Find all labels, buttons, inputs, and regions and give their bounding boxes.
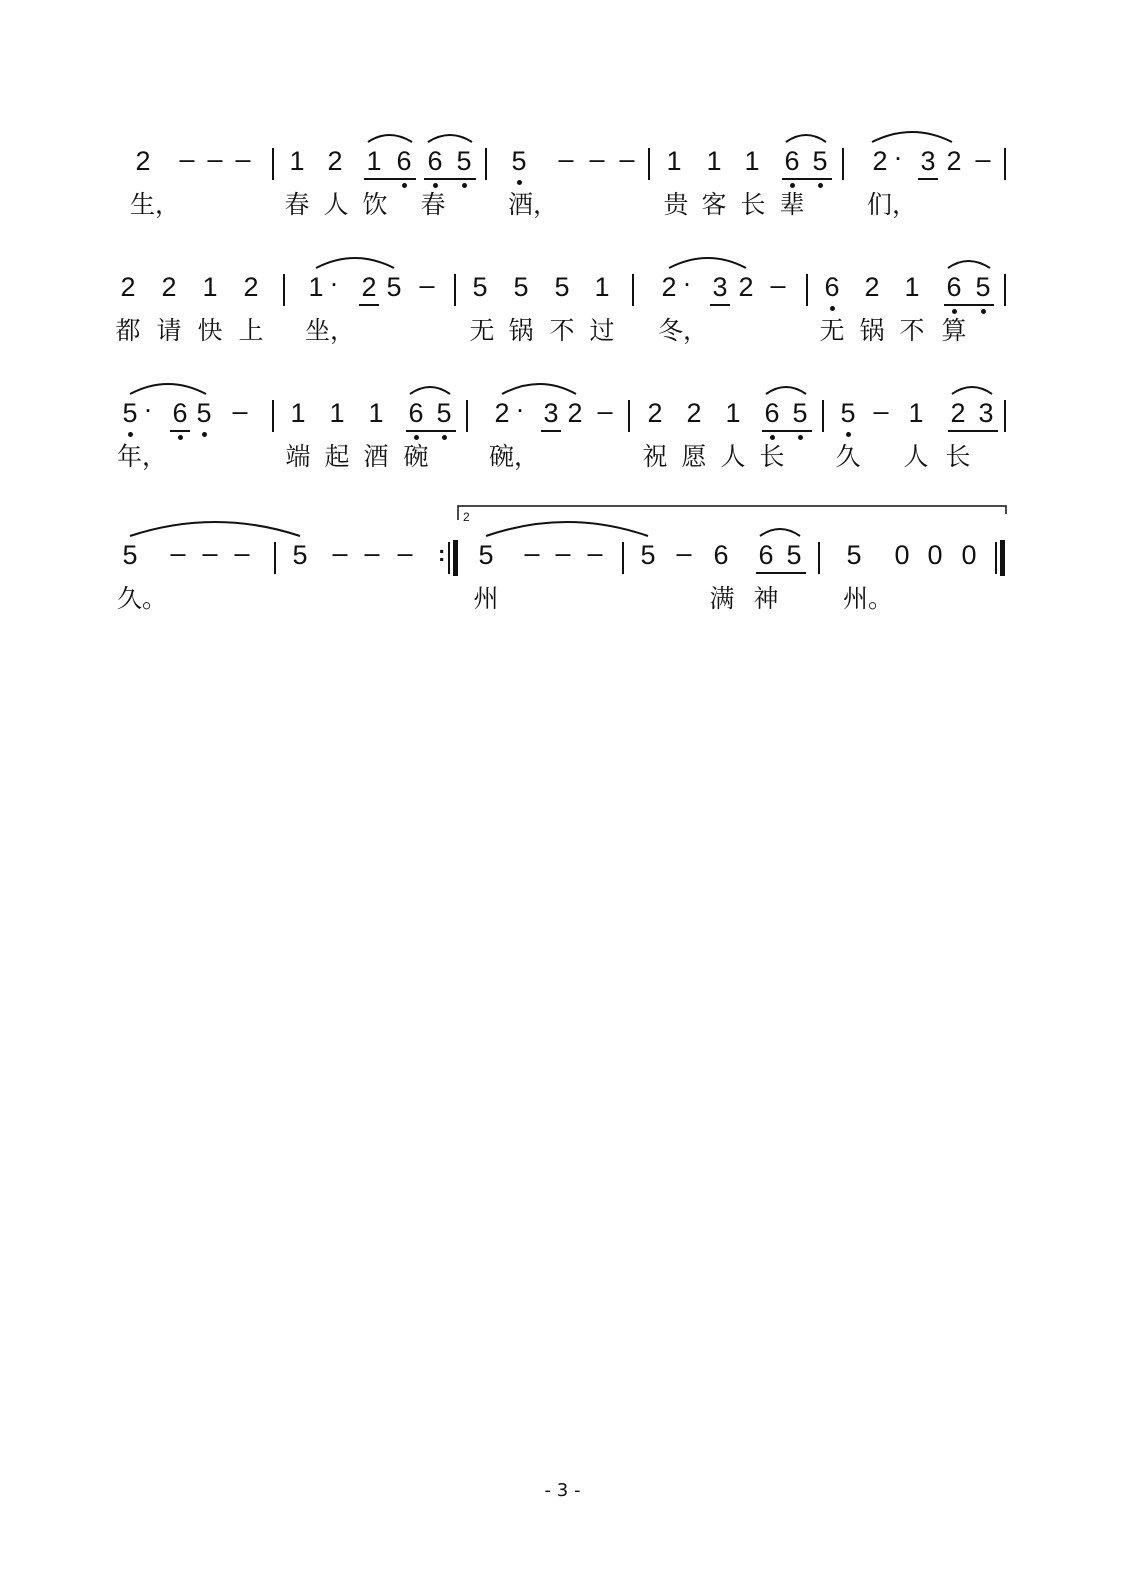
repeat-dots: :	[438, 541, 446, 566]
note: 1	[725, 398, 741, 428]
note: 2	[361, 272, 377, 302]
note: 5	[513, 272, 529, 302]
note: 5	[975, 272, 991, 302]
note: 6	[784, 146, 800, 176]
note: 1	[666, 146, 682, 176]
lyric: 愿	[681, 442, 707, 471]
lyric: 祝	[642, 442, 668, 471]
note: 6	[408, 398, 424, 428]
note: 2	[686, 398, 702, 428]
lyrics-row	[0, 316, 1125, 356]
note: 2	[161, 272, 177, 302]
lyric: 久。	[116, 584, 168, 613]
lyric: 无	[469, 316, 495, 345]
lyric: 快	[197, 316, 223, 345]
note: 5	[122, 398, 138, 428]
note: 1	[908, 398, 924, 428]
lyric: 上	[238, 316, 264, 345]
note: 2	[120, 272, 136, 302]
dash: –	[524, 538, 540, 568]
note: 2	[946, 146, 962, 176]
note: 5	[122, 540, 138, 570]
note: 3	[543, 398, 559, 428]
augment-dot: ·	[893, 142, 903, 172]
lyric: 无	[819, 316, 845, 345]
note: 6	[396, 146, 412, 176]
dash: –	[873, 396, 889, 426]
slurs	[0, 254, 1125, 324]
lyric: 年，	[116, 442, 168, 471]
lyrics-row	[0, 584, 1125, 624]
note: 1	[290, 398, 306, 428]
note: 2	[327, 146, 343, 176]
lyric: 久	[835, 442, 861, 471]
dash: –	[397, 538, 413, 568]
augment-dot: ·	[143, 394, 153, 424]
dash: –	[597, 396, 613, 426]
note: 1	[904, 272, 920, 302]
note: 2	[567, 398, 583, 428]
note: 1	[202, 272, 218, 302]
note: 2	[647, 398, 663, 428]
note: 5	[292, 540, 308, 570]
dash: –	[232, 396, 248, 426]
dash: –	[419, 270, 435, 300]
note: 2	[738, 272, 754, 302]
note: 5	[472, 272, 488, 302]
note: 5	[846, 540, 862, 570]
volta-bracket	[0, 508, 1125, 538]
dash: –	[235, 144, 251, 174]
note: 1	[289, 146, 305, 176]
lyric: 碗	[403, 442, 429, 471]
lyric: 请	[156, 316, 182, 345]
lyric: 长	[945, 442, 971, 471]
lyric: 过	[589, 316, 615, 345]
note: 0	[961, 540, 977, 570]
slurs	[0, 128, 1125, 198]
note: 5	[386, 272, 402, 302]
note: 1	[329, 398, 345, 428]
lyric: 人	[323, 190, 349, 219]
dash: –	[558, 144, 574, 174]
lyric: 算	[941, 316, 967, 345]
note: 0	[894, 540, 910, 570]
note: 5	[640, 540, 656, 570]
system-1	[0, 128, 1125, 248]
lyric: 州。	[842, 584, 894, 613]
augment-dot: ·	[682, 268, 692, 298]
volta-number: 2	[463, 510, 470, 524]
slurs	[0, 380, 1125, 450]
dash: –	[619, 144, 635, 174]
lyric: 端	[285, 442, 311, 471]
lyric: 冬，	[657, 316, 709, 345]
dash: –	[676, 538, 692, 568]
lyric: 人	[720, 442, 746, 471]
lyric: 锅	[859, 316, 885, 345]
notes-row	[0, 254, 1125, 324]
note: 5	[792, 398, 808, 428]
lyric: 贵	[663, 190, 689, 219]
note: 5	[456, 146, 472, 176]
note: 2	[950, 398, 966, 428]
note: 1	[368, 398, 384, 428]
note: 3	[920, 146, 936, 176]
note: 1	[308, 272, 324, 302]
note: 2	[135, 146, 151, 176]
lyric: 酒，	[507, 190, 559, 219]
lyric: 酒	[363, 442, 389, 471]
note: 6	[172, 398, 188, 428]
note: 1	[744, 146, 760, 176]
note: 6	[713, 540, 729, 570]
lyric: 不	[549, 316, 575, 345]
lyric: 辈	[779, 190, 805, 219]
note: 3	[712, 272, 728, 302]
dash: –	[975, 144, 991, 174]
lyric: 满	[709, 584, 735, 613]
note: 2	[243, 272, 259, 302]
system-3	[0, 380, 1125, 500]
dash: –	[207, 144, 223, 174]
lyrics-row	[0, 442, 1125, 482]
note: 6	[758, 540, 774, 570]
note: 2	[661, 272, 677, 302]
lyric: 不	[899, 316, 925, 345]
note: 5	[478, 540, 494, 570]
dash: –	[170, 538, 186, 568]
lyric: 起	[324, 442, 350, 471]
dash: –	[234, 538, 250, 568]
note: 3	[978, 398, 994, 428]
lyric: 州	[473, 584, 499, 613]
note: 2	[864, 272, 880, 302]
note: 5	[840, 398, 856, 428]
note: 6	[764, 398, 780, 428]
dash: –	[555, 538, 571, 568]
note: 1	[594, 272, 610, 302]
note: 1	[366, 146, 382, 176]
system-2	[0, 254, 1125, 374]
note: 2	[872, 146, 888, 176]
dash: –	[179, 144, 195, 174]
lyric: 们，	[866, 190, 918, 219]
lyric: 客	[701, 190, 727, 219]
note: 5	[196, 398, 212, 428]
dash: –	[202, 538, 218, 568]
note: 5	[786, 540, 802, 570]
dash: –	[589, 144, 605, 174]
note: 0	[927, 540, 943, 570]
augment-dot: ·	[329, 268, 339, 298]
note: 2	[494, 398, 510, 428]
lyric: 长	[759, 442, 785, 471]
note: 5	[554, 272, 570, 302]
lyric: 春	[284, 190, 310, 219]
page-number: - 3 -	[544, 1480, 581, 1501]
note: 5	[812, 146, 828, 176]
note: 6	[946, 272, 962, 302]
note: 5	[511, 146, 527, 176]
lyric: 人	[903, 442, 929, 471]
dash: –	[364, 538, 380, 568]
note: 1	[706, 146, 722, 176]
lyric: 碗，	[488, 442, 540, 471]
lyric: 长	[740, 190, 766, 219]
augment-dot: ·	[515, 394, 525, 424]
lyric: 坐，	[304, 316, 356, 345]
note: 6	[427, 146, 443, 176]
dash: –	[770, 270, 786, 300]
lyrics-row	[0, 190, 1125, 230]
lyric: 生，	[129, 190, 181, 219]
notes-row	[0, 128, 1125, 198]
system-4	[0, 508, 1125, 628]
note: 5	[436, 398, 452, 428]
lyric: 锅	[508, 316, 534, 345]
lyric: 春	[420, 190, 446, 219]
dash: –	[332, 538, 348, 568]
lyric: 都	[115, 316, 141, 345]
notes-row	[0, 380, 1125, 450]
lyric: 神	[753, 584, 779, 613]
lyric: 饮	[362, 190, 388, 219]
note: 6	[824, 272, 840, 302]
dash: –	[587, 538, 603, 568]
